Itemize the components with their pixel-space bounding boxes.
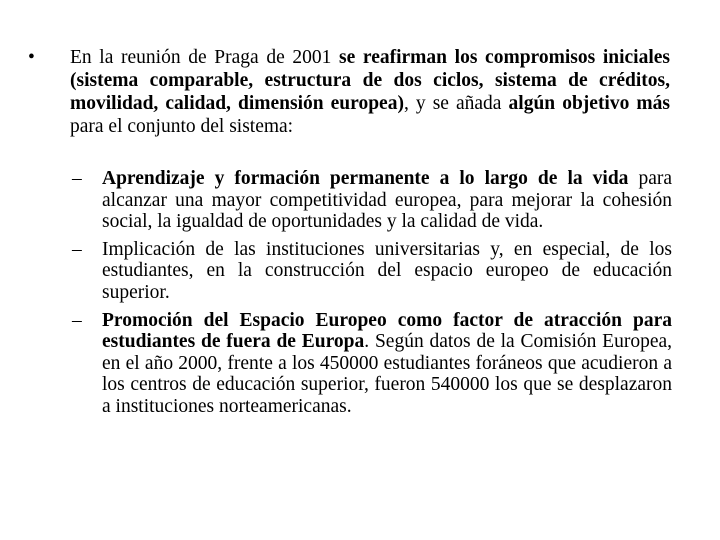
main-bold-1: se reafirman los compromisos iniciales (sistema comparable, estructura de dos ciclos, sistema de créditos, movilidad, calidad, dimensión europea) — [70, 47, 670, 114]
sub-point-bold: Promoción del Espacio Europeo como factor de atracción para estudiantes de fuera de Europa — [102, 309, 672, 353]
sub-point-bold: Aprendizaje y formación permanente a lo largo de la vida — [102, 168, 629, 189]
sub-points-list — [72, 168, 673, 424]
main-text-1: En la reunión de Praga de 2001 — [70, 47, 340, 68]
sub-point-text: para alcanzar una mayor competitividad europea, para mejorar la cohesión social, la igualdad de oportunidades y la calidad de vida. — [102, 168, 673, 233]
main-text-3: para el conjunto del sistema: — [70, 116, 294, 137]
sub-point — [72, 238, 672, 304]
main-bold-2: algún objetivo más — [508, 93, 670, 114]
sub-point-text: . Según datos de la Comisión Europea, en el año 2000, frente a los 450000 estudiantes foráneos que acudieron a los centros de educación superior, fueron 540000 los que se desplazaron a instituciones norteamericanas. — [102, 331, 672, 417]
sub-point-text: Implicación de las instituciones universitarias y, en especial, de los estudiantes, en la construcción del espacio europeo de educación superior. — [102, 238, 672, 303]
dash-marker: – — [72, 309, 82, 331]
main-bullet-point — [28, 46, 670, 138]
sub-point — [72, 168, 673, 233]
bullet-marker: • — [28, 47, 35, 68]
main-text-2: , y se añada — [403, 93, 509, 114]
dash-marker: – — [72, 238, 82, 260]
dash-marker: – — [72, 168, 82, 189]
sub-point — [72, 309, 672, 418]
